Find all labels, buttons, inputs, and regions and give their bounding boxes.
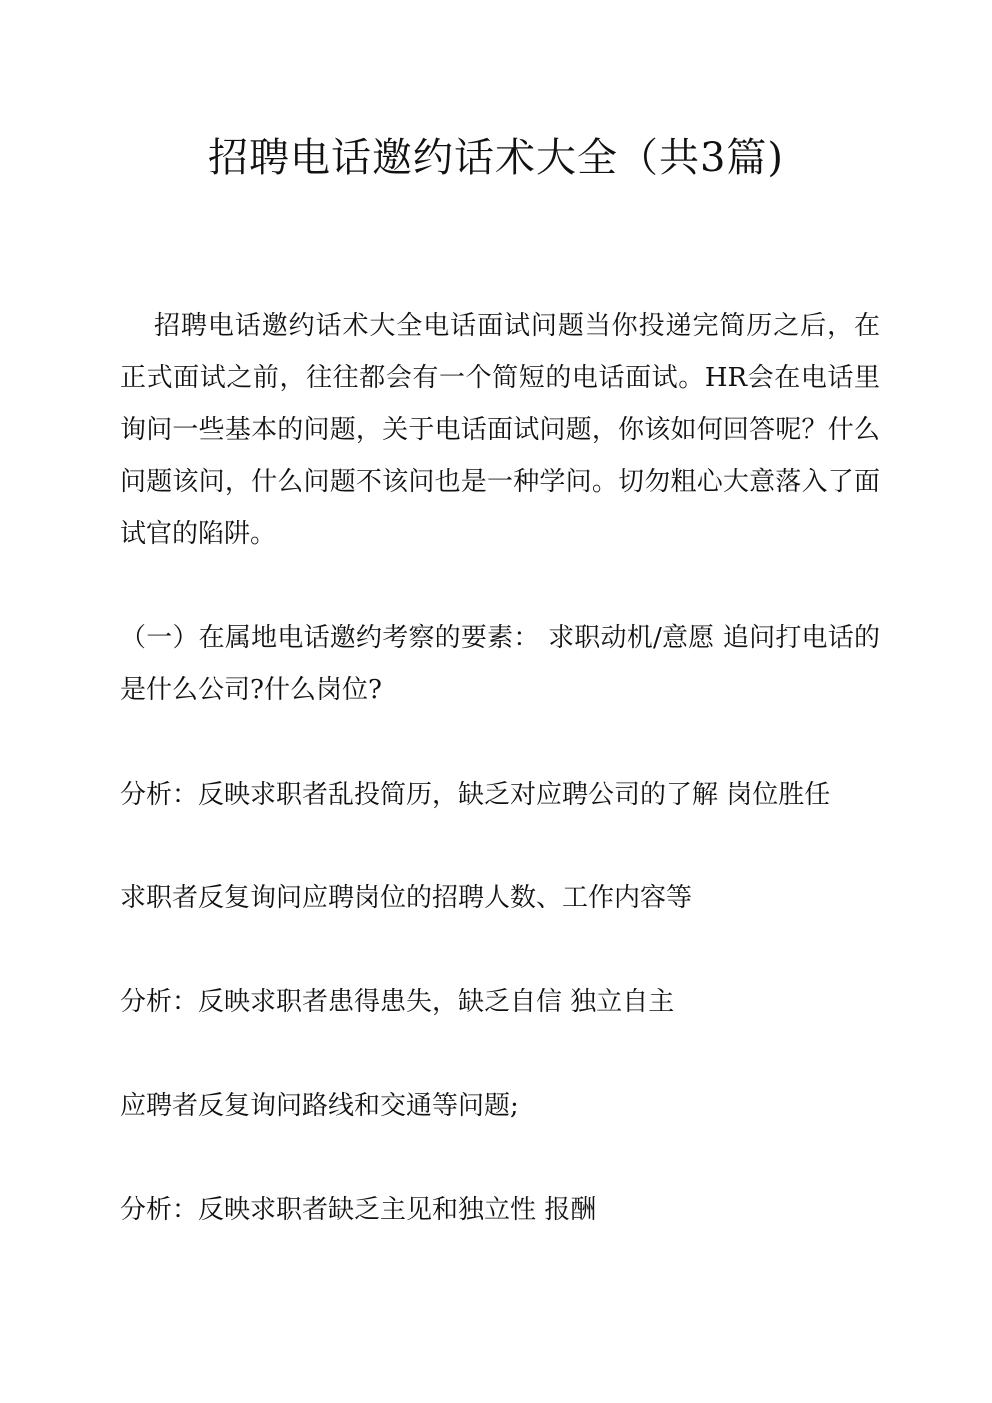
section-heading: （一）在属地电话邀约考察的要素： 求职动机/意愿 追问打电话的是什么公司?什么岗位? [120,623,880,705]
intro-paragraph: 招聘电话邀约话术大全电话面试问题当你投递完简历之后，在正式面试之前，往往都会有一个简短的电话面试。HR会在电话里询问一些基本的问题，关于电话面试问题，你该如何回答呢？什么问题该问，什么问题不该问也是一种学问。切勿粗心大意落入了面试官的陷阱。 [120,311,880,549]
analysis-line-3: 分析：反映求职者患得患失，缺乏自信 独立自主 [120,987,675,1017]
analysis-line-1: 分析：反映求职者乱投简历，缺乏对应聘公司的了解 岗位胜任 [120,780,831,810]
question-line-2: 求职者反复询问应聘岗位的招聘人数、工作内容等 [120,883,693,913]
document-title: 招聘电话邀约话术大全（共3篇) [207,135,785,181]
question-line-4: 应聘者反复询问路线和交通等问题; [120,1091,519,1121]
analysis-line-5: 分析：反映求职者缺乏主见和独立性 报酬 [120,1195,597,1225]
